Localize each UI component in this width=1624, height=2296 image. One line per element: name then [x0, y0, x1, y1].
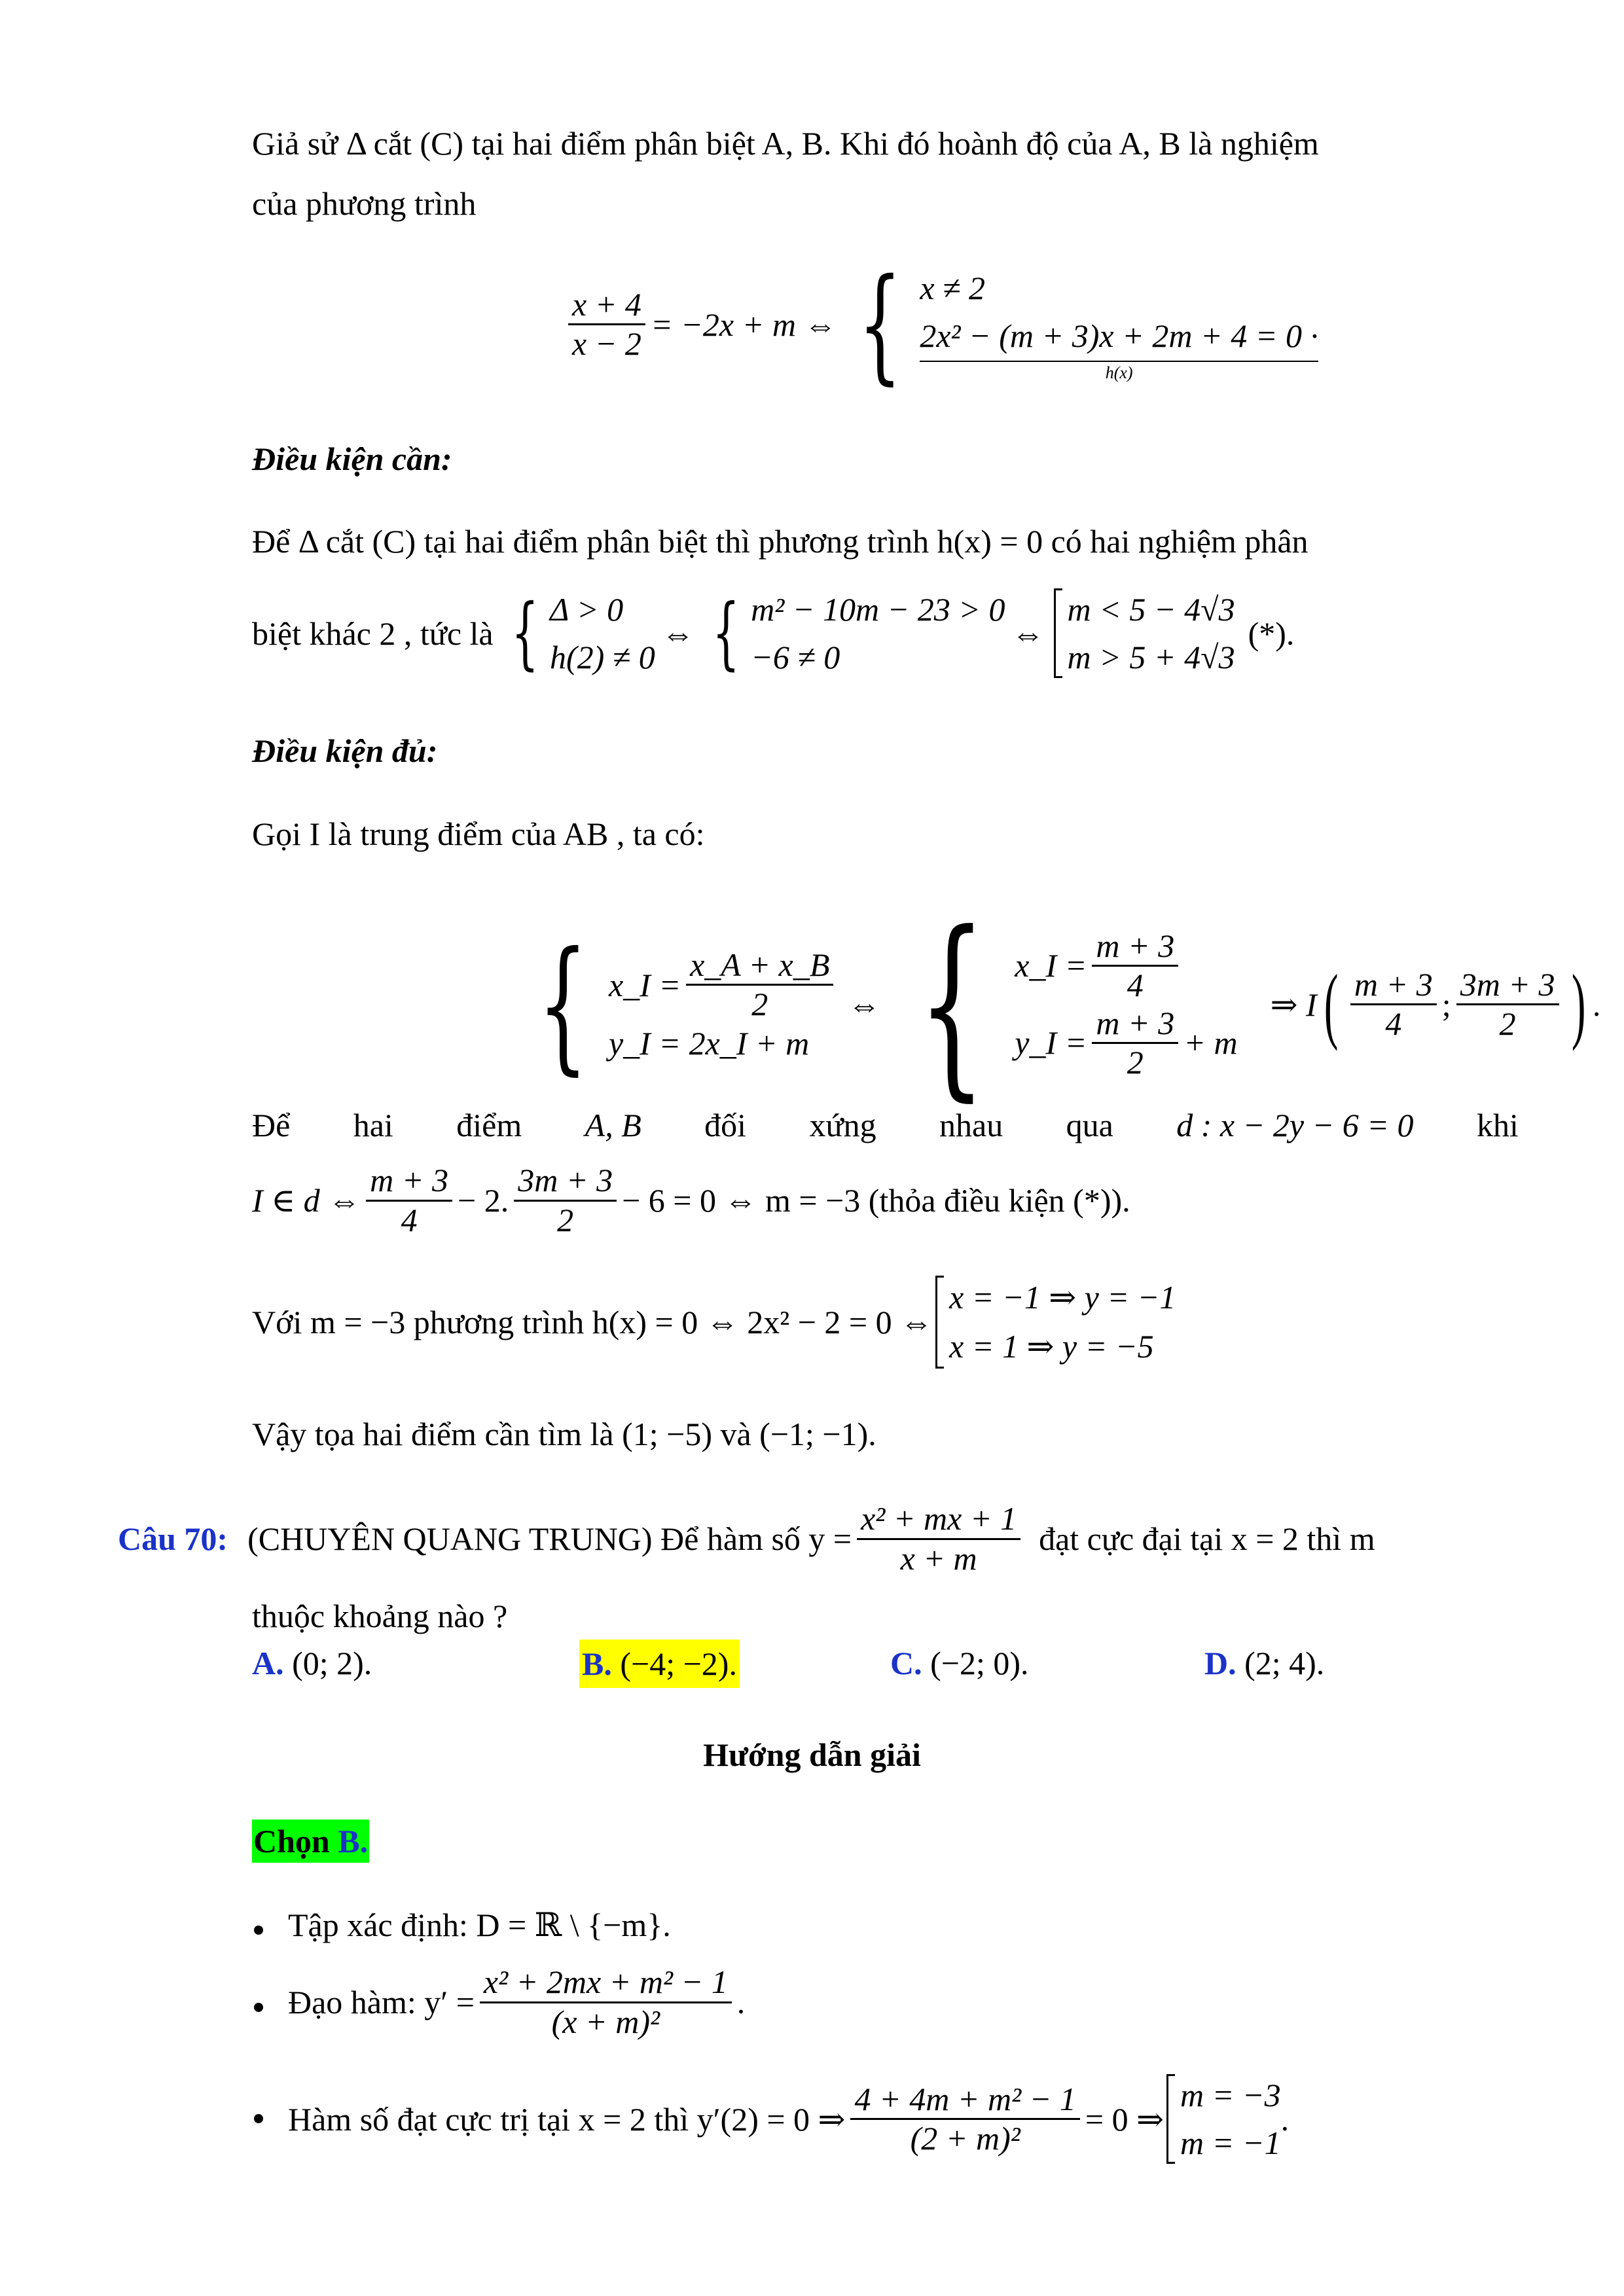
- mid-a-row-2: y_I = 2x_I + m: [608, 1024, 810, 1062]
- eq1-underbrace-label: h(x): [1105, 363, 1133, 383]
- option-d[interactable]: [1204, 1644, 1324, 1682]
- mid-b-row-1-num: m + 3: [1092, 927, 1178, 967]
- option-a-value: (0; 2).: [292, 1645, 372, 1681]
- mid-a-row-1-lhs: x_I =: [608, 966, 681, 1003]
- point-y-num: 3m + 3: [1456, 966, 1559, 1006]
- mid-b-row-1-den: 4: [1127, 967, 1144, 1003]
- sufficient-line-1: Gọi I là trung điểm của AB , ta có:: [252, 816, 705, 852]
- bullet-1: [254, 1926, 263, 1935]
- derivative-num: x² + 2mx + m² − 1: [480, 1964, 732, 2003]
- bracket-2: [935, 1276, 944, 1369]
- extremum-row-2: m = −1: [1180, 2124, 1281, 2161]
- eq1-middle: = −2x + m ⇔: [650, 306, 837, 343]
- with-m-text: Với m = −3 phương trình h(x) = 0 ⇔ 2x² − 2 = 0 ⇔: [252, 1304, 933, 1340]
- necessary-systems: [252, 586, 1294, 681]
- brace-1: {: [511, 588, 539, 679]
- intro-line-2: của phương trình: [252, 185, 477, 222]
- sym-l2-c: − 6 = 0 ⇔ m = −3 (thỏa điều kiện (*)).: [622, 1182, 1130, 1219]
- option-b-value: (−4; −2).: [620, 1645, 737, 1682]
- question-label: Câu 70:: [118, 1520, 228, 1557]
- point-x-den: 4: [1385, 1005, 1402, 1042]
- system-2-row-1: m² − 10m − 23 > 0: [751, 591, 1005, 628]
- point-y-den: 2: [1499, 1005, 1516, 1042]
- solution-heading: Hướng dẫn giải: [703, 1736, 921, 1773]
- derivative-den: (x + m)²: [551, 2003, 660, 2040]
- derivative-end: .: [736, 1984, 746, 2020]
- midpoint-equations: [517, 890, 1600, 1119]
- sym-l2-d2: 2: [557, 1201, 574, 1238]
- sym-word-1: Để: [252, 1107, 291, 1143]
- extremum-mid: = 0 ⇒: [1085, 2100, 1164, 2138]
- option-b[interactable]: [579, 1640, 740, 1688]
- bullet-2: [254, 2003, 263, 2012]
- sym-word-9: d : x − 2y − 6 = 0: [1176, 1107, 1414, 1143]
- paren-left: (: [1324, 957, 1339, 1052]
- sym-word-4: A, B: [585, 1107, 641, 1143]
- system-1-row-2: h(2) ≠ 0: [550, 638, 655, 675]
- system-2-row-2: −6 ≠ 0: [751, 638, 840, 675]
- extremum-row-1: m = −3: [1180, 2077, 1281, 2113]
- symmetry-line-2: [252, 1162, 1130, 1239]
- necessary-lead: biệt khác 2 , tức là: [252, 615, 494, 652]
- eq1-denominator: x − 2: [572, 325, 641, 362]
- chosen-answer: [252, 1820, 369, 1863]
- eq1-left-brace: {: [858, 252, 903, 397]
- iff-2: ⇔: [1011, 615, 1045, 652]
- mid-b-row-2-num: m + 3: [1092, 1005, 1178, 1045]
- symmetry-line-1: [252, 1106, 1519, 1144]
- bullet-domain: Tập xác định: D = ℝ \ {−m}.: [288, 1907, 671, 1943]
- point-separator: ;: [1441, 986, 1451, 1023]
- eq1-row-1: x ≠ 2: [920, 270, 985, 307]
- tag-star: (*).: [1248, 615, 1295, 652]
- option-a[interactable]: [252, 1644, 372, 1682]
- extremum-end: .: [1280, 2100, 1290, 2138]
- brace-2: {: [712, 588, 740, 679]
- bullet-3: [254, 2114, 263, 2123]
- mid-b-row-1-lhs: x_I =: [1015, 947, 1087, 984]
- eq1-row-2: 2x² − (m + 3)x + 2m + 4 = 0 ·: [920, 312, 1318, 363]
- point-end: .: [1592, 986, 1601, 1023]
- option-c-letter: C.: [890, 1645, 922, 1681]
- sym-l2-b: − 2.: [458, 1182, 509, 1219]
- derivative-lead: Đạo hàm: y′ =: [288, 1984, 475, 2020]
- eq1-numerator: x + 4: [568, 286, 645, 326]
- chosen-letter: B.: [338, 1823, 369, 1859]
- conclusion: Vậy tọa hai điểm cần tìm là (1; −5) và (−1; −1).: [252, 1416, 876, 1452]
- sym-l2-n1: m + 3: [366, 1162, 452, 1202]
- mid-b-row-2-tail: + m: [1183, 1024, 1238, 1061]
- iff-1: ⇔: [661, 615, 695, 652]
- system-1-row-1: Δ > 0: [550, 591, 624, 628]
- question-fraction-den: x + m: [900, 1539, 977, 1577]
- question-70-line-1: [118, 1500, 1375, 1577]
- bracket-1: [1054, 588, 1062, 678]
- sym-word-7: nhau: [939, 1107, 1003, 1143]
- heading-necessary-condition: Điều kiện cần:: [252, 440, 452, 477]
- sym-word-8: qua: [1066, 1107, 1113, 1143]
- brace-4: {: [918, 890, 987, 1119]
- bullet-extremum: [288, 2072, 1289, 2166]
- intro-line-1: Giả sử Δ cắt (C) tại hai điểm phân biệt A, B. Khi đó hoành độ của A, B là nghiệm: [252, 125, 1319, 162]
- bullet-derivative: [288, 1964, 745, 2041]
- with-m-row-1: x = −1 ⇒ y = −1: [949, 1279, 1176, 1316]
- mid-b-row-2-lhs: y_I =: [1015, 1024, 1087, 1061]
- option-d-value: (2; 4).: [1244, 1645, 1325, 1681]
- point-x-num: m + 3: [1350, 966, 1437, 1006]
- question-fraction-num: x² + mx + 1: [857, 1500, 1020, 1540]
- question-text-a: (CHUYÊN QUANG TRUNG) Để hàm số y =: [247, 1520, 852, 1557]
- mid-b-row-2-den: 2: [1127, 1044, 1144, 1081]
- mid-a-row-1-num: x_A + x_B: [686, 946, 833, 986]
- option-a-letter: A.: [252, 1645, 284, 1681]
- extremum-den: (2 + m)²: [910, 2120, 1020, 2157]
- extremum-num: 4 + 4m + m² − 1: [850, 2081, 1079, 2121]
- with-m-line: [252, 1273, 1176, 1371]
- sym-l2-a: I ∈ d ⇔: [252, 1182, 361, 1219]
- heading-sufficient-condition: Điều kiện đủ:: [252, 732, 438, 769]
- implies-point: ⇒ I: [1270, 986, 1317, 1023]
- sym-l2-n2: 3m + 3: [514, 1162, 617, 1202]
- sym-l2-d1: 4: [401, 1201, 418, 1238]
- option-c-value: (−2; 0).: [930, 1645, 1029, 1681]
- sym-word-10: khi: [1476, 1107, 1519, 1143]
- paren-right: ): [1571, 957, 1586, 1052]
- necessary-line-1: Để Δ cắt (C) tại hai điểm phân biệt thì phương trình h(x) = 0 có hai nghiệm phân: [252, 523, 1308, 560]
- mid-a-row-1-den: 2: [751, 986, 768, 1022]
- question-text-b: đạt cực đại tại x = 2 thì m: [1039, 1520, 1375, 1557]
- question-70-line-2: thuộc khoảng nào ?: [252, 1598, 508, 1634]
- system-3-row-1: m < 5 − 4√3: [1067, 591, 1235, 628]
- chosen-prefix: Chọn: [253, 1823, 338, 1859]
- sym-word-2: hai: [353, 1107, 393, 1143]
- sym-word-5: đối: [704, 1107, 747, 1143]
- bracket-3: [1166, 2074, 1175, 2164]
- option-b-letter: B.: [582, 1645, 612, 1682]
- equation-intersection: [563, 252, 1318, 397]
- sym-word-6: xứng: [809, 1107, 876, 1143]
- extremum-lead: Hàm số đạt cực trị tại x = 2 thì y′(2) = 0 ⇒: [288, 2100, 846, 2138]
- system-3-row-2: m > 5 + 4√3: [1067, 638, 1235, 675]
- brace-3: {: [537, 920, 588, 1088]
- with-m-row-2: x = 1 ⇒ y = −5: [949, 1328, 1154, 1365]
- option-c[interactable]: [890, 1644, 1029, 1682]
- sym-word-3: điểm: [456, 1107, 522, 1143]
- iff-3: ⇔: [848, 986, 881, 1023]
- option-d-letter: D.: [1204, 1645, 1236, 1681]
